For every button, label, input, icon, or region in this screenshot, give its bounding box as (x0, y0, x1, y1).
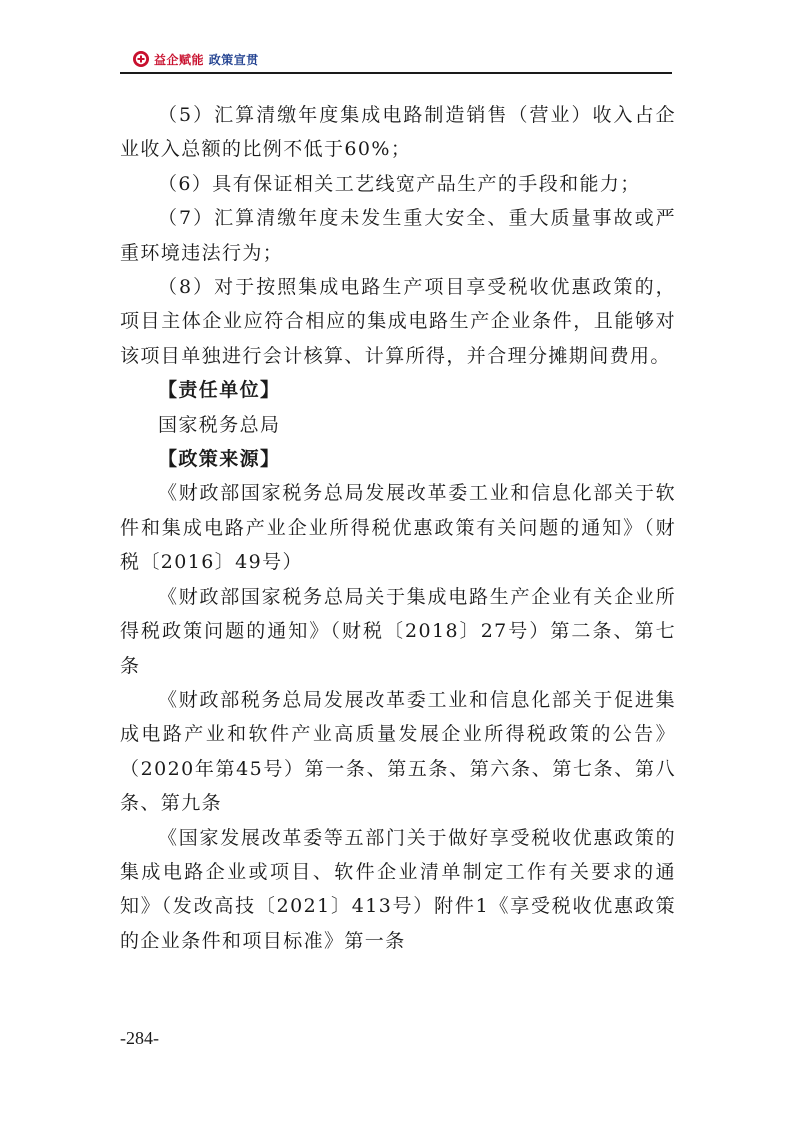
condition-item-5: （5）汇算清缴年度集成电路制造销售（营业）收入占企业收入总额的比例不低于60%； (120, 104, 676, 161)
header-divider (120, 72, 672, 74)
responsible-unit-heading: 【责任单位】 (158, 379, 281, 402)
yiqi-logo-icon (132, 50, 150, 68)
page-header (120, 48, 672, 74)
responsible-unit-text: 国家税务总局 (158, 413, 281, 436)
brand-logo (132, 50, 259, 68)
brand-name (154, 51, 259, 68)
policy-source-2: 《财政部国家税务总局关于集成电路生产企业有关企业所得税政策问题的通知》（财税〔2018〕27号）第二条、第七条 (120, 585, 676, 677)
brand-name-blue: 政策宣贯 (208, 52, 259, 67)
condition-item-6: （6）具有保证相关工艺线宽产品生产的手段和能力； (158, 172, 641, 195)
page-number: -284- (120, 1028, 159, 1048)
condition-item-7: （7）汇算清缴年度未发生重大安全、重大质量事故或严重环境违法行为； (120, 207, 676, 264)
condition-item-8: （8）对于按照集成电路生产项目享受税收优惠政策的，项目主体企业应符合相应的集成电路生产企业条件，且能够对该项目单独进行会计核算、计算所得，并合理分摊期间费用。 (120, 276, 676, 367)
policy-source-4: 《国家发展改革委等五部门关于做好享受税收优惠政策的集成电路企业或项目、软件企业清单制定工作有关要求的通知》（发改高技〔2021〕413号）附件1《享受税收优惠政策的企业条件和项目标准》第一条 (120, 826, 676, 952)
policy-source-heading: 【政策来源】 (158, 448, 281, 471)
brand-name-red: 益企赋能 (154, 52, 205, 67)
policy-source-1: 《财政部国家税务总局发展改革委工业和信息化部关于软件和集成电路产业企业所得税优惠政策有关问题的通知》（财税〔2016〕49号） (120, 482, 676, 574)
policy-source-3: 《财政部税务总局发展改革委工业和信息化部关于促进集成电路产业和软件产业高质量发展企业所得税政策的公告》（2020年第45号）第一条、第五条、第六条、第七条、第八条、第九条 (120, 688, 676, 815)
document-body (120, 98, 676, 958)
